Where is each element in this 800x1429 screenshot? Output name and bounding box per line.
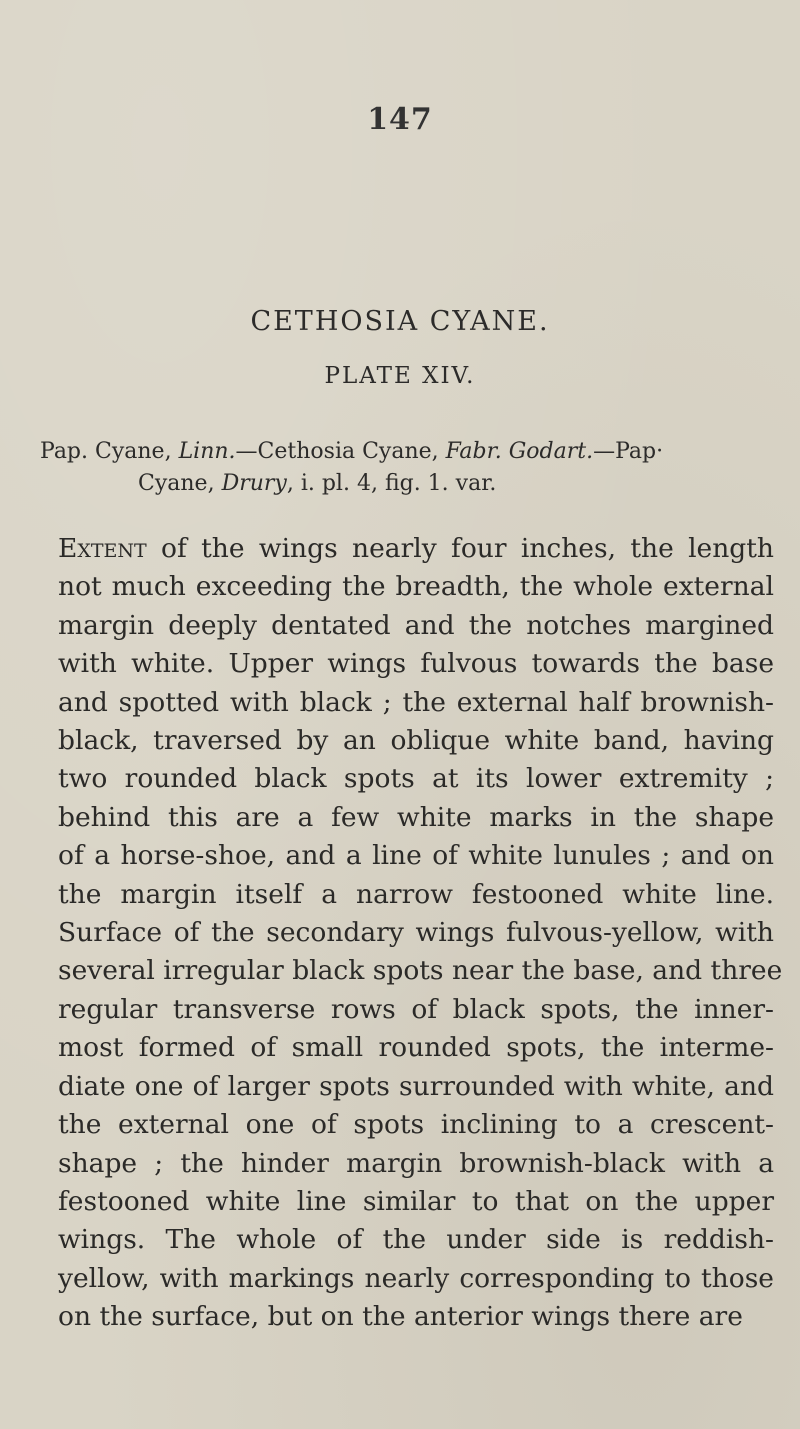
description-line-text: not much exceeding the breadth, the whole external bbox=[58, 571, 774, 603]
description-line bbox=[58, 1106, 774, 1144]
synonymy-line1-part bbox=[502, 439, 509, 464]
description-line bbox=[58, 799, 774, 837]
description-line-text: festooned white line similar to that on the upper bbox=[58, 1185, 774, 1217]
description-line bbox=[58, 722, 774, 760]
description-line bbox=[58, 530, 774, 568]
synonymy-line-1 bbox=[40, 436, 770, 468]
description-line-text: on the surface, but on the anterior wings there are bbox=[58, 1301, 743, 1333]
description-line bbox=[58, 952, 783, 990]
page-number: 147 bbox=[367, 102, 433, 137]
synonymy-line2-part: , i. pl. 4, fig. 1. var. bbox=[286, 471, 497, 496]
description-line bbox=[58, 568, 774, 606]
description-line-text: behind this are a few white marks in the shape bbox=[58, 801, 774, 833]
synonymy-line1-part: Fabr. bbox=[445, 439, 502, 464]
synonymy-line1-part: Godart. bbox=[508, 439, 594, 464]
description-line bbox=[58, 1029, 774, 1067]
description-line-text: yellow, with markings nearly corresponding to those bbox=[58, 1262, 774, 1294]
description-line bbox=[58, 1298, 774, 1336]
description-line bbox=[58, 607, 774, 645]
description-line-text: shape ; the hinder margin brownish-black with a bbox=[58, 1147, 774, 1179]
description-line-text: most formed of small rounded spots, the interme- bbox=[58, 1032, 774, 1064]
description-line bbox=[58, 1221, 774, 1259]
description-line bbox=[58, 991, 774, 1029]
description-line bbox=[58, 684, 774, 722]
description-line-text: black, traversed by an oblique white band, having bbox=[58, 725, 774, 757]
description-line bbox=[58, 837, 774, 875]
description-line-text: of a horse-shoe, and a line of white lunules ; and on bbox=[58, 840, 774, 872]
description-line-text: two rounded black spots at its lower extremity ; bbox=[58, 763, 774, 795]
description-line-text: several irregular black spots near the base, and three bbox=[58, 955, 783, 987]
description-line bbox=[58, 914, 774, 952]
synonymy-line1-part: —Pap· bbox=[593, 439, 664, 464]
plate-title: PLATE XIV. bbox=[324, 363, 476, 389]
description-line-text: the margin itself a narrow festooned white line. bbox=[58, 878, 774, 910]
description-line bbox=[58, 1183, 774, 1221]
synonymy-line1-part: Pap. Cyane, bbox=[40, 439, 179, 464]
description-line bbox=[58, 760, 774, 798]
description-line-text: the external one of spots inclining to a crescent- bbox=[58, 1109, 774, 1141]
description-line bbox=[58, 645, 774, 683]
synonymy-line1-part: Linn. bbox=[178, 439, 236, 464]
synonymy bbox=[40, 436, 770, 500]
description-line-text: of the wings nearly four inches, the length bbox=[146, 533, 774, 564]
species-title: CETHOSIA CYANE. bbox=[250, 306, 550, 337]
description-line bbox=[58, 1145, 774, 1183]
description-line-text: regular transverse rows of black spots, the inner- bbox=[58, 993, 774, 1025]
description-first-word: Extent bbox=[58, 533, 147, 564]
description-line-text: with white. Upper wings fulvous towards the base bbox=[58, 648, 774, 680]
description-line bbox=[58, 876, 774, 914]
description-line-text: and spotted with black ; the external half brownish- bbox=[58, 686, 774, 718]
synonymy-line-2 bbox=[40, 468, 770, 500]
description-paragraph bbox=[58, 530, 783, 1337]
description-line-text: margin deeply dentated and the notches margined bbox=[58, 609, 774, 641]
synonymy-line1-part: —Cethosia Cyane, bbox=[235, 439, 446, 464]
description-line-text: Surface of the secondary wings fulvous-yellow, with bbox=[58, 917, 774, 949]
description-line bbox=[58, 1260, 774, 1298]
description-line-text: diate one of larger spots surrounded with white, and bbox=[58, 1070, 774, 1102]
description-line bbox=[58, 1068, 774, 1106]
synonymy-line2-part: Cyane, bbox=[138, 471, 222, 496]
description-line-text: wings. The whole of the under side is reddish- bbox=[58, 1224, 774, 1256]
synonymy-line2-part: Drury bbox=[221, 471, 287, 496]
